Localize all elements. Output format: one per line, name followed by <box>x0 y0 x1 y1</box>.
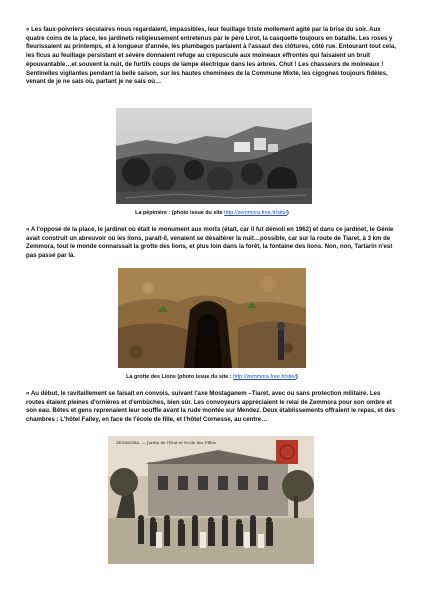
source-link[interactable]: http://zemmora.free.fr/site/ <box>233 374 297 380</box>
postcard-title: ZEMMORA. — Jardin de l'Etat et Ecole des Filles <box>116 440 216 445</box>
photo-grotte-des-lions <box>118 268 306 368</box>
caption-text: La grotte des Lions (photo issue du site : <box>126 374 234 380</box>
photo-pepiniere <box>116 108 312 204</box>
source-link[interactable]: http://zemmora.free.fr/site/ <box>224 210 288 216</box>
caption-close: ) <box>287 210 289 216</box>
caption-grotte <box>0 374 424 381</box>
paragraph-lions: « A l'opposé de la place, le jardinet où était le monument aux morts (était, car il fut démoli en 1962) et dans ce jardinet, le Génie avait construit un abreuvoir où les lions, paraît-il, venaient se désaltérer la nuit…possible, car sur la route de Tiaret, à 3 km de Zemmora, tout le monde connaissait la grotte des lions, et plus loin dans la forêt, la fontaine des lions. Non, non, Tartarin n'est pas passé par là. <box>26 226 394 260</box>
caption-pepiniere <box>0 210 424 217</box>
paragraph-ravitaillement: « Au début, le ravitaillement se faisait en convois, suivant l'axe Mostaganem –Tiaret, avec ou sans protection militaire. Les routes étaient pleines d'ornières et d'embûches, bien sûr. Les convoyeurs appréciaient le relai de Zemmora pour son ombre et son eau. Bêtes et gens reprenaient leur souffle avant la rude montée sur Mendez. Deux établissements offraient le repas, et des chambres : L'hôtel Falley, en face de l'école de fille, et l'hôtel Cornesse, au centre… <box>26 390 396 424</box>
photo-postcard-zemmora <box>108 436 314 564</box>
caption-text: La pépinière : (photo issue du site <box>135 210 225 216</box>
caption-close: ) <box>296 374 298 380</box>
paragraph-pepiniere: « Les faux-poivriers séculaires nous regardaient, impassibles, leur feuillage triste mollement agité par la brise du soir. Aux quatre coins de la place, les jardinets religieusement entretenus par le père Lirot, la casquette toujours en bataille. Les roses y fleurissaient au printemps, et à longueur d'année, les plumbagos partaient à l'assaut des clôtures, côté rue. Entourant tout cela, les ficus au feuillage persistant et sévère donnaient refuge au crépuscule aux moineaux effrontés qui faisaient un bruit épouvantable…et souvent la nuit, de furtifs coups de lampe électrique dans les arbres. Chut ! Les chasseurs de moineaux ! Sentinelles vigilantes pendant la belle saison, sur les hautes cheminées de la Commune Mixte, les cigognes toujours fidèles, venant de je ne sais où, partant je ne sais où… <box>26 26 396 86</box>
